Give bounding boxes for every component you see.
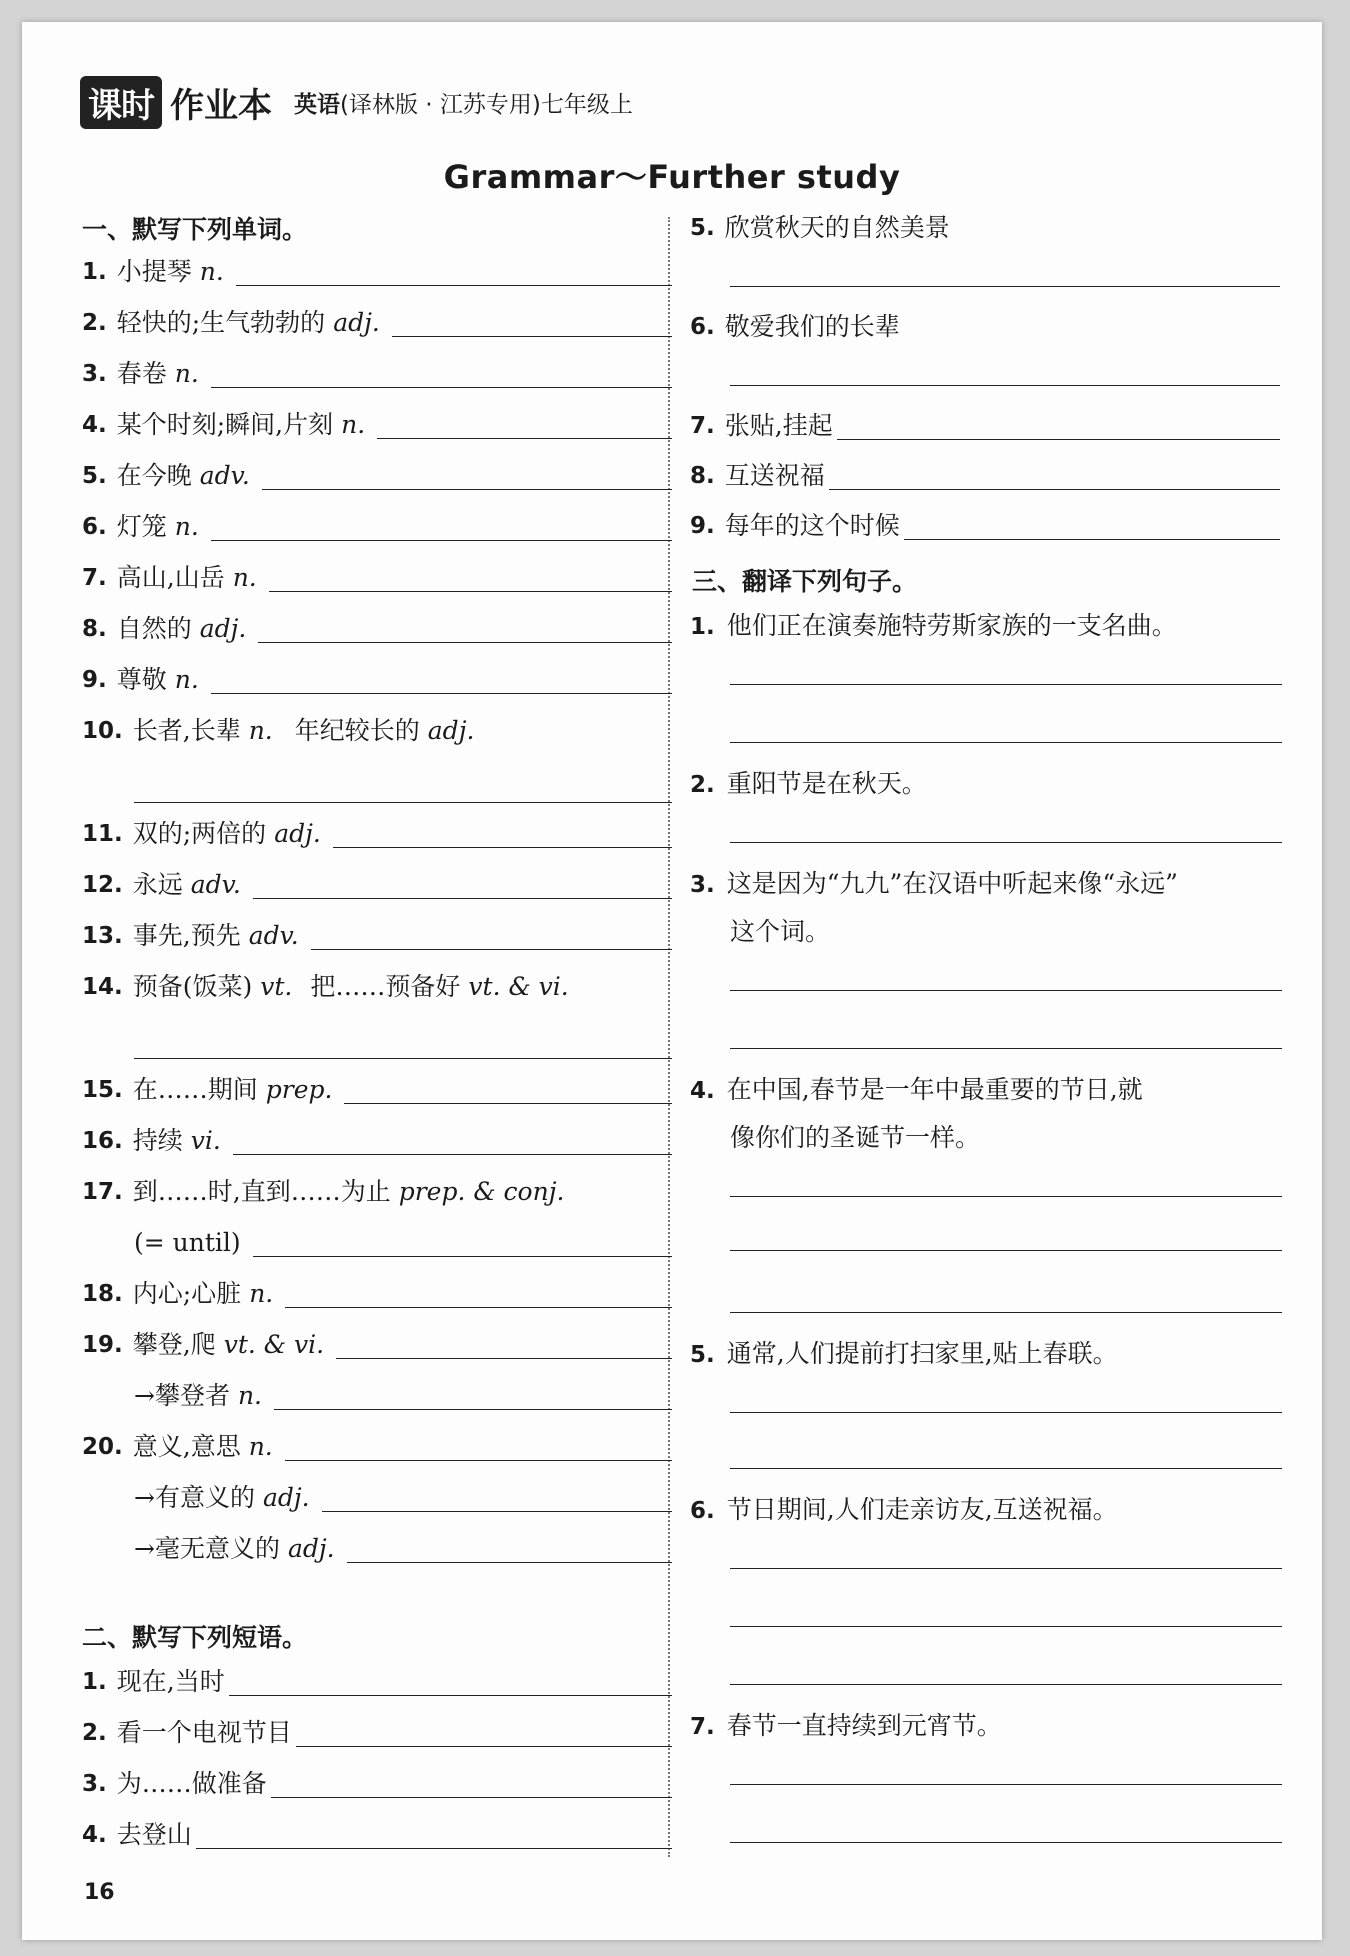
item-pos: adj. <box>287 1534 335 1563</box>
answer-blank[interactable] <box>236 285 672 286</box>
item-number: 6. <box>690 1498 715 1524</box>
item-pos: adj. <box>274 819 321 848</box>
item-number: 14. <box>82 974 123 1000</box>
word-item-continued <box>134 1223 672 1263</box>
edition-label: (译林版 · 江苏专用)七年级上 <box>340 91 633 118</box>
section-heading-sentences: 三、翻译下列句子。 <box>692 567 918 596</box>
answer-blank[interactable] <box>311 949 672 950</box>
answer-blank[interactable] <box>269 591 672 592</box>
item-pos: adv. <box>190 870 241 899</box>
item-prompt: 为……做准备 <box>116 1769 267 1798</box>
item-prompt: 长者,长辈 <box>132 716 241 745</box>
item-prompt: 攀登,爬 <box>132 1330 216 1359</box>
answer-blank[interactable] <box>829 489 1280 490</box>
item-number: 10. <box>82 718 123 744</box>
word-item <box>82 814 672 854</box>
item-pos: vi. <box>190 1126 221 1155</box>
answer-blank[interactable] <box>211 540 672 541</box>
section-heading-phrases: 二、默写下列短语。 <box>82 1623 308 1652</box>
sentence-item-continued <box>730 908 830 956</box>
item-number: 4. <box>82 1822 107 1848</box>
answer-blank[interactable] <box>333 847 672 848</box>
answer-blank[interactable] <box>344 1103 672 1104</box>
section-heading-words: 一、默写下列单词。 <box>82 215 308 244</box>
item-pos: n. <box>199 257 224 286</box>
item-prompt: 通常,人们提前打扫家里,贴上春联。 <box>726 1339 1118 1368</box>
word-item <box>82 865 672 905</box>
item-prompt: 现在,当时 <box>116 1667 225 1696</box>
item-pos: n. <box>232 563 257 592</box>
item-number: 13. <box>82 923 123 949</box>
answer-blank[interactable] <box>730 1568 1282 1569</box>
item-prompt: 灯笼 <box>116 512 167 541</box>
item-pos: adj. <box>333 308 380 337</box>
item-number: 8. <box>690 463 715 489</box>
item-number: 3. <box>690 872 715 898</box>
answer-blank[interactable] <box>730 1468 1282 1469</box>
item-prompt: 在……期间 <box>132 1075 258 1104</box>
phrase-item <box>82 1662 672 1702</box>
answer-blank[interactable] <box>253 898 672 899</box>
item-prompt: 在中国,春节是一年中最重要的节日,就 <box>726 1075 1143 1104</box>
phrase-item <box>82 1713 672 1753</box>
answer-blank[interactable] <box>730 1842 1282 1843</box>
answer-blank[interactable] <box>322 1511 672 1512</box>
word-item <box>82 405 672 445</box>
item-number: 19. <box>82 1332 123 1358</box>
item-pos: adj. <box>199 614 247 643</box>
item-number: 11. <box>82 821 123 847</box>
answer-blank[interactable] <box>730 1048 1282 1049</box>
item-number: 1. <box>82 1669 107 1695</box>
word-item <box>82 252 672 292</box>
phrase-item <box>690 406 1280 446</box>
word-item <box>82 456 672 496</box>
answer-blank[interactable] <box>730 286 1280 287</box>
word-item <box>82 711 672 751</box>
answer-blank[interactable] <box>271 1797 672 1798</box>
item-prompt: →毫无意义的 <box>134 1534 280 1563</box>
item-prompt: 内心;心脏 <box>132 1279 242 1308</box>
page-number: 16 <box>84 1880 115 1905</box>
answer-blank[interactable] <box>730 1784 1282 1785</box>
item-number: 6. <box>690 314 715 340</box>
item-prompt: 看一个电视节目 <box>116 1718 292 1747</box>
answer-blank[interactable] <box>262 489 672 490</box>
answer-blank[interactable] <box>904 539 1280 540</box>
answer-blank[interactable] <box>134 1058 672 1059</box>
word-derivative <box>134 1376 672 1416</box>
worksheet-page <box>22 22 1322 1940</box>
answer-blank[interactable] <box>392 336 672 337</box>
answer-blank[interactable] <box>730 1312 1282 1313</box>
item-prompt: 欣赏秋天的自然美景 <box>724 213 950 242</box>
item-prompt: 去登山 <box>116 1820 192 1849</box>
item-prompt: 春节一直持续到元宵节。 <box>726 1711 1002 1740</box>
subject-label: 英语 <box>294 91 340 118</box>
item-prompt: 永远 <box>132 870 183 899</box>
item-number: 2. <box>82 310 107 336</box>
item-prompt: 他们正在演奏施特劳斯家族的一支名曲。 <box>726 611 1177 640</box>
item-number: 7. <box>690 1714 715 1740</box>
word-derivative <box>134 1529 672 1569</box>
answer-blank[interactable] <box>253 1256 672 1257</box>
word-item <box>82 609 672 649</box>
answer-blank[interactable] <box>730 990 1282 991</box>
item-number: 9. <box>690 513 715 539</box>
answer-blank[interactable] <box>730 742 1282 743</box>
item-pos: vt. <box>260 972 293 1001</box>
phrase-item <box>690 456 1280 496</box>
word-item <box>82 916 672 956</box>
word-item <box>82 1325 672 1365</box>
item-pos: n. <box>174 359 199 388</box>
item-number: 5. <box>690 1342 715 1368</box>
word-item <box>82 660 672 700</box>
item-pos: adj. <box>262 1483 310 1512</box>
item-pos: vt. & vi. <box>223 1330 325 1359</box>
item-number: 20. <box>82 1434 123 1460</box>
item-prompt: 互送祝福 <box>724 461 825 490</box>
book-series <box>294 86 633 119</box>
answer-blank[interactable] <box>258 642 672 643</box>
phrase-item <box>82 1815 672 1855</box>
item-pos-2: vt. & vi. <box>468 972 569 1001</box>
page-title: Grammar～Further study <box>443 158 901 196</box>
item-number: 1. <box>82 259 107 285</box>
answer-blank[interactable] <box>730 1250 1282 1251</box>
item-number: 4. <box>690 1078 715 1104</box>
item-prompt: →攀登者 <box>134 1381 230 1410</box>
answer-blank[interactable] <box>211 693 672 694</box>
item-number: 2. <box>82 1720 107 1746</box>
answer-blank[interactable] <box>134 802 672 803</box>
item-prompt: 敬爱我们的长辈 <box>724 312 900 341</box>
item-number: 3. <box>82 1771 107 1797</box>
word-item <box>82 1121 672 1161</box>
answer-blank[interactable] <box>730 842 1282 843</box>
phrase-item <box>690 208 1280 248</box>
item-prompt: 春卷 <box>116 359 167 388</box>
item-prompt: 高山,山岳 <box>116 563 225 592</box>
item-pos: adv. <box>199 461 250 490</box>
item-prompt: 自然的 <box>116 614 192 643</box>
answer-blank[interactable] <box>730 385 1280 386</box>
word-item <box>82 1427 672 1467</box>
item-prompt: 到……时,直到……为止 <box>132 1177 391 1206</box>
answer-blank[interactable] <box>336 1358 672 1359</box>
item-prompt: 意义,意思 <box>132 1432 241 1461</box>
sentence-item <box>690 1486 1118 1535</box>
item-number: 2. <box>690 772 715 798</box>
answer-blank[interactable] <box>285 1460 672 1461</box>
phrase-item <box>690 307 1280 347</box>
brand-name: 作业本 <box>170 85 272 126</box>
answer-blank[interactable] <box>211 387 672 388</box>
item-prompt: 持续 <box>132 1126 183 1155</box>
item-prompt: 某个时刻;瞬间,片刻 <box>116 410 334 439</box>
item-pos: adv. <box>248 921 299 950</box>
sentence-item <box>690 1066 1143 1115</box>
word-item <box>82 1172 672 1212</box>
item-prompt: 在今晚 <box>116 461 192 490</box>
answer-blank[interactable] <box>233 1154 672 1155</box>
sentence-item <box>690 1702 1002 1751</box>
item-prompt: 事先,预先 <box>132 921 241 950</box>
item-prompt: →有意义的 <box>134 1483 255 1512</box>
word-item <box>82 558 672 598</box>
item-number: 9. <box>82 667 107 693</box>
sentence-item-continued <box>730 1114 980 1162</box>
item-pos: n. <box>249 1279 274 1308</box>
answer-blank[interactable] <box>296 1746 672 1747</box>
answer-blank[interactable] <box>837 439 1280 440</box>
item-prompt: 这个词。 <box>730 917 831 946</box>
item-prompt-2: 把……预备好 <box>310 972 461 1001</box>
item-number: 12. <box>82 872 123 898</box>
item-prompt: 轻快的;生气勃勃的 <box>116 308 326 337</box>
item-number: 5. <box>82 463 107 489</box>
phrase-item <box>82 1764 672 1804</box>
sentence-item <box>690 1330 1118 1379</box>
item-number: 7. <box>690 413 715 439</box>
item-pos-2: adj. <box>427 716 475 745</box>
item-pos: prep. & conj. <box>398 1177 565 1206</box>
item-prompt: 预备(饭菜) <box>132 972 253 1001</box>
answer-blank[interactable] <box>347 1562 672 1563</box>
item-number: 1. <box>690 614 715 640</box>
item-number: 5. <box>690 215 715 241</box>
item-pos: n. <box>237 1381 263 1410</box>
answer-blank[interactable] <box>730 1684 1282 1685</box>
word-item <box>82 1274 672 1314</box>
item-number: 6. <box>82 514 107 540</box>
answer-blank[interactable] <box>196 1848 672 1849</box>
item-prompt-2: 年纪较长的 <box>294 716 420 745</box>
item-pos: prep. <box>265 1075 333 1104</box>
word-item <box>82 507 672 547</box>
phrase-item <box>690 506 1280 546</box>
item-prompt: 尊敬 <box>116 665 167 694</box>
item-number: 8. <box>82 616 107 642</box>
word-item <box>82 354 672 394</box>
item-prompt: 张贴,挂起 <box>724 411 833 440</box>
item-number: 16. <box>82 1128 123 1154</box>
page-header <box>80 72 633 132</box>
item-prompt: 每年的这个时候 <box>724 511 900 540</box>
word-item <box>82 1070 672 1110</box>
answer-blank[interactable] <box>730 1626 1282 1627</box>
item-prompt: 这是因为“九九”在汉语中听起来像“永远” <box>726 869 1178 898</box>
item-number: 3. <box>82 361 107 387</box>
sentence-item <box>690 760 927 809</box>
answer-blank[interactable] <box>377 438 672 439</box>
item-pos: n. <box>248 716 273 745</box>
brand-logo: 课时 <box>80 76 162 129</box>
answer-blank[interactable] <box>229 1695 672 1696</box>
sentence-item <box>690 602 1177 651</box>
answer-blank[interactable] <box>730 1196 1282 1197</box>
word-item <box>82 303 672 343</box>
item-pos: n. <box>341 410 366 439</box>
item-number: 7. <box>82 565 107 591</box>
item-pos: n. <box>174 512 199 541</box>
word-derivative <box>134 1478 672 1518</box>
item-number: 4. <box>82 412 107 438</box>
item-number: 18. <box>82 1281 123 1307</box>
item-prompt: 小提琴 <box>116 257 192 286</box>
answer-blank[interactable] <box>730 684 1282 685</box>
word-item <box>82 967 672 1007</box>
item-number: 17. <box>82 1179 123 1205</box>
item-number: 15. <box>82 1077 123 1103</box>
item-prompt: 重阳节是在秋天。 <box>726 769 927 798</box>
answer-blank[interactable] <box>730 1412 1282 1413</box>
item-prompt: 像你们的圣诞节一样。 <box>730 1123 981 1152</box>
item-prompt: 双的;两倍的 <box>132 819 267 848</box>
item-prompt: 节日期间,人们走亲访友,互送祝福。 <box>726 1495 1118 1524</box>
item-pos: n. <box>248 1432 273 1461</box>
sentence-item <box>690 860 1178 909</box>
item-hint: (= until) <box>134 1228 241 1257</box>
item-pos: n. <box>174 665 199 694</box>
answer-blank[interactable] <box>285 1307 672 1308</box>
answer-blank[interactable] <box>274 1409 672 1410</box>
